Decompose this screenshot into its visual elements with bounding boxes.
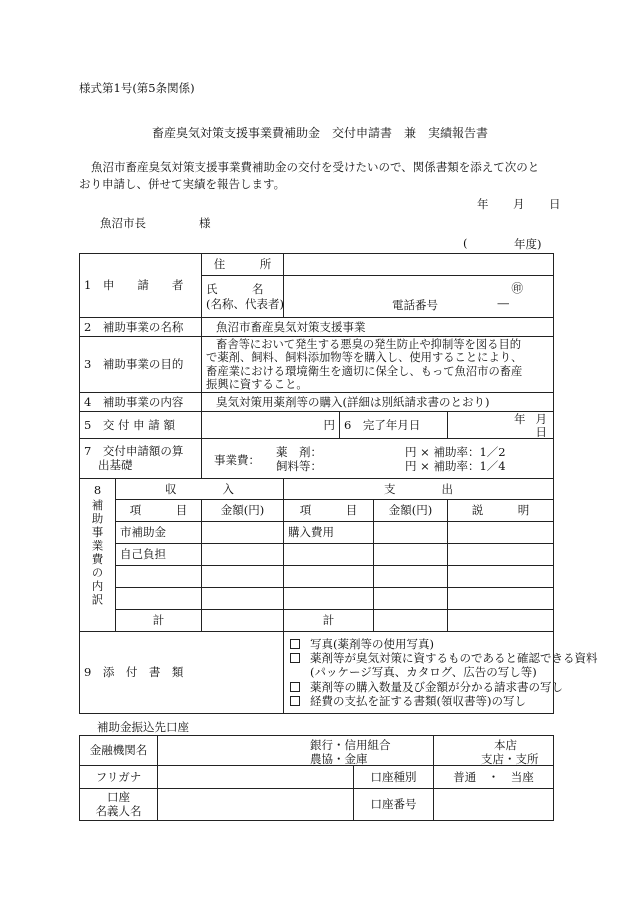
attachment-item-1[interactable] [290, 637, 549, 651]
expense-amount-header: 金額(円) [374, 500, 448, 522]
basis-label-cell [80, 439, 202, 479]
income-header: 収 入 [116, 479, 284, 500]
attachment-text-2: 薬剤等が臭気対策に資するものであると確認できる資料 [310, 650, 598, 665]
expense-total-value[interactable] [374, 610, 448, 632]
bank-table [79, 735, 554, 821]
holder-label-cell [80, 789, 158, 821]
feed-label: 飼料等： [276, 459, 323, 473]
purpose-label: 3 補助事業の目的 [80, 337, 202, 393]
attachment-text-3: 薬剤等の購入数量及び金額が分かる請求書の写し [310, 679, 564, 694]
expense-amount-3[interactable] [374, 566, 448, 588]
holder-label-2: 名義人名 [95, 803, 142, 818]
amount-value[interactable] [202, 412, 340, 439]
content-value: 臭気対策用薬剤等の購入(詳細は別紙請求書のとおり) [202, 393, 554, 412]
income-total-value[interactable] [202, 610, 284, 632]
checkbox-icon[interactable] [290, 653, 300, 663]
cost-label: 事業費： [214, 453, 261, 467]
expense-header: 支 出 [284, 479, 554, 500]
completion-year: 年 [514, 412, 526, 426]
branch-type-2: 支店・支所 [481, 752, 539, 766]
checkbox-icon[interactable] [290, 639, 300, 649]
completion-date-value[interactable] [448, 412, 554, 439]
basis-label-line-2: 出基礎 [98, 457, 133, 472]
attachment-item-4[interactable] [290, 694, 549, 708]
project-name-value: 魚沼市畜産臭気対策支援事業 [202, 318, 554, 337]
expense-row-2 [284, 544, 374, 566]
note-2[interactable] [448, 544, 554, 566]
attachments-label: 9 添 付 書 類 [80, 632, 284, 714]
expense-item-header: 項 目 [284, 500, 374, 522]
completion-date-label: 6 完了年月日 [340, 412, 448, 439]
phone-dash: ― [497, 296, 510, 310]
drug-label: 薬 剤： [276, 445, 323, 459]
income-amount-header: 金額(円) [202, 500, 284, 522]
note-3[interactable] [448, 566, 554, 588]
note-header: 説 明 [448, 500, 554, 522]
note-4[interactable] [448, 588, 554, 610]
furigana-label: フリガナ [80, 766, 158, 789]
income-total-label: 計 [116, 610, 202, 632]
amount-yen: 円 [323, 417, 336, 432]
project-name-label: 2 補助事業の名称 [80, 318, 202, 337]
seal-mark: ㊞ [511, 281, 524, 295]
document-title: 畜産臭気対策支援事業費補助金 交付申請書 兼 実績報告書 [152, 126, 489, 140]
fiscal-year-open: ( [463, 236, 468, 250]
name-label-cell [202, 276, 284, 318]
expense-row-3 [284, 566, 374, 588]
addressee-honorific: 様 [199, 216, 211, 230]
expense-amount-1[interactable] [374, 522, 448, 544]
institution-label: 金融機関名 [80, 736, 158, 766]
bank-caption: 補助金振込先口座 [97, 720, 189, 734]
content-label: 4 補助事業の内容 [80, 393, 202, 412]
name-sublabel: (名称、代表者) [206, 296, 284, 311]
application-table [79, 253, 598, 714]
date-day: 日 [549, 197, 561, 211]
expense-total-label: 計 [284, 610, 374, 632]
intro-line-1: 魚沼市畜産臭気対策支援事業費補助金の交付を受けたいので、関係書類を添えて次のと [91, 160, 540, 174]
name-label: 氏 名 [206, 281, 264, 296]
addressee-name: 魚沼市長 [100, 216, 146, 230]
income-amount-2[interactable] [202, 544, 284, 566]
note-1[interactable] [448, 522, 554, 544]
branch-type-1: 本店 [494, 738, 517, 752]
institution-type-1: 銀行・信用組合 [310, 738, 391, 752]
institution-type-2: 農協・金庫 [310, 752, 368, 766]
income-row-3 [116, 566, 202, 588]
attachment-text-1: 写真(薬剤等の使用写真) [310, 636, 434, 651]
applicant-label: 1 申 請 者 [80, 254, 202, 318]
basis-value [202, 439, 554, 479]
attachment-item-2[interactable] [290, 650, 598, 665]
income-item-header: 項 目 [116, 500, 202, 522]
completion-day: 日 [535, 425, 548, 439]
intro-line-2: おり申請し、併せて実績を報告します。 [79, 177, 286, 191]
address-value[interactable] [284, 254, 554, 276]
furigana-value[interactable] [158, 766, 354, 789]
drug-calc: 円 × 補助率：1／2 [405, 445, 506, 459]
account-type-label: 口座種別 [354, 766, 434, 789]
name-value[interactable] [284, 276, 554, 318]
purpose-line-2: で薬剤、飼料、飼料添加物等を購入し、使用することにより、 [206, 351, 523, 365]
purpose-text [202, 337, 554, 393]
amount-label: 5 交 付 申 請 額 [80, 412, 202, 439]
expense-row-4 [284, 588, 374, 610]
attachment-item-3[interactable] [290, 679, 564, 694]
feed-calc: 円 × 補助率：1／4 [405, 459, 506, 473]
income-amount-1[interactable] [202, 522, 284, 544]
breakdown-side-label: 8補助事業費の内訳 [90, 483, 105, 607]
attachments-list [284, 632, 598, 714]
expense-amount-4[interactable] [374, 588, 448, 610]
attachment-text-4: 経費の支払を証する書類(領収書等)の写し [310, 694, 526, 709]
institution-value[interactable] [158, 736, 434, 766]
expense-amount-2[interactable] [374, 544, 448, 566]
branch-value[interactable] [434, 736, 554, 766]
purpose-line-4: 振興に資すること。 [206, 377, 308, 391]
expense-row-1: 購入費用 [284, 522, 374, 544]
form-number: 様式第1号(第5条関係) [79, 81, 195, 95]
income-row-1: 市補助金 [116, 522, 202, 544]
completion-month: 月 [535, 412, 548, 426]
attachment-item-2-note: (パッケージ写真、カタログ、広告の写し等) [310, 665, 537, 680]
purpose-line-3: 畜産業における環境衛生を適切に保全し、もって魚沼市の畜産 [206, 364, 523, 378]
purpose-line-1: 畜舎等において発生する悪臭の発生防止や抑制等を図る目的 [216, 337, 522, 351]
holder-value[interactable] [158, 789, 354, 821]
checkbox-icon[interactable] [290, 682, 300, 692]
breakdown-side-label-cell [80, 479, 116, 632]
date-year: 年 [477, 197, 489, 211]
income-row-2: 自己負担 [116, 544, 202, 566]
account-type-value[interactable]: 普通 ・ 当座 [434, 766, 554, 789]
date-month: 月 [513, 197, 525, 211]
note-total[interactable] [448, 610, 554, 632]
address-label: 住 所 [202, 254, 284, 276]
holder-label-1: 口座 [107, 789, 130, 804]
fiscal-year-label: 年度) [514, 237, 542, 251]
account-number-label: 口座番号 [354, 789, 434, 821]
income-amount-3[interactable] [202, 566, 284, 588]
phone-label: 電話番号 [392, 298, 439, 312]
checkbox-icon[interactable] [290, 696, 300, 706]
basis-label-line-1: 7 交付申請額の算 [84, 443, 184, 458]
account-number-value[interactable] [434, 789, 554, 821]
income-row-4 [116, 588, 202, 610]
income-amount-4[interactable] [202, 588, 284, 610]
